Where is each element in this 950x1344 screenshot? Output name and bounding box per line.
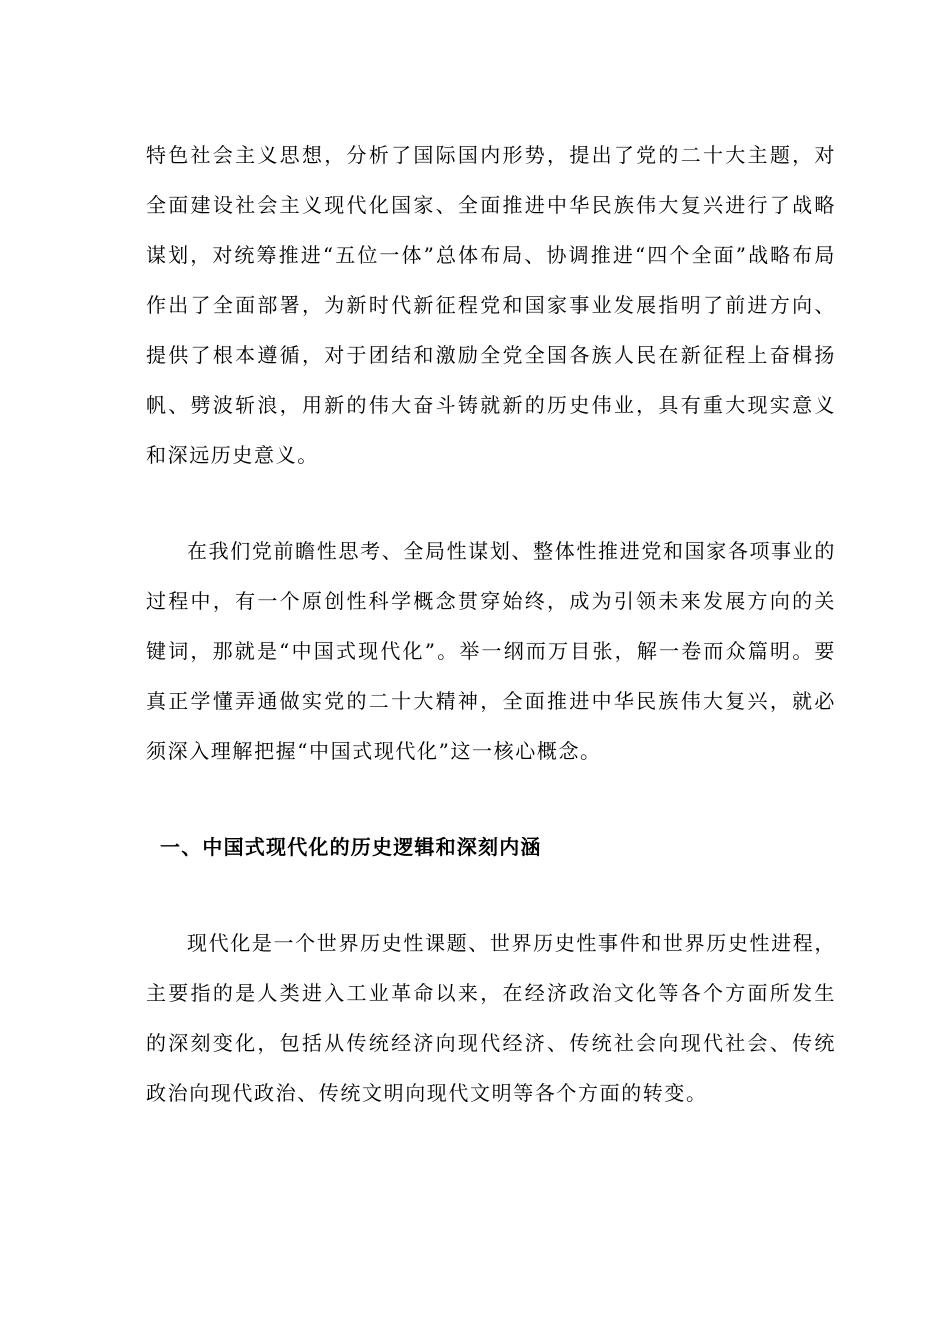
paragraph-chinese-modernization-concept: 在我们党前瞻性思考、全局性谋划、整体性推进党和国家各项事业的过程中，有一个原创性科学概念贯穿始终，成为引领未来发展方向的关键词，那就是“中国式现代化”。举一纲而万目张，解一卷而众篇明。要真正学懂弄通做实党的二十大精神，全面推进中华民族伟大复兴，就必须深入理解把握“中国式现代化”这一核心概念。	[146, 539, 836, 763]
paragraph-continuation: 特色社会主义思想，分析了国际国内形势，提出了党的二十大主题，对全面建设社会主义现代化国家、全面推进中华民族伟大复兴进行了战略谋划，对统筹推进“五位一体”总体布局、协调推进“四个全面”战略布局作出了全面部署，为新时代新征程党和国家事业发展指明了前进方向、提供了根本遵循，对于团结和激励全党全国各族人民在新征程上奋楫扬帆、劈波斩浪，用新的伟大奋斗铸就新的历史伟业，具有重大现实意义和深远历史意义。	[146, 143, 836, 467]
section-heading: 一、中国式现代化的历史逻辑和深刻内涵	[160, 835, 542, 859]
paragraph-modernization-definition: 现代化是一个世界历史性课题、世界历史性事件和世界历史性进程，主要指的是人类进入工业革命以来，在经济政治文化等各个方面所发生的深刻变化，包括从传统经济向现代经济、传统社会向现代社会、传统政治向现代政治、传统文明向现代文明等各个方面的转变。	[146, 931, 836, 1105]
document-body	[146, 130, 836, 1118]
